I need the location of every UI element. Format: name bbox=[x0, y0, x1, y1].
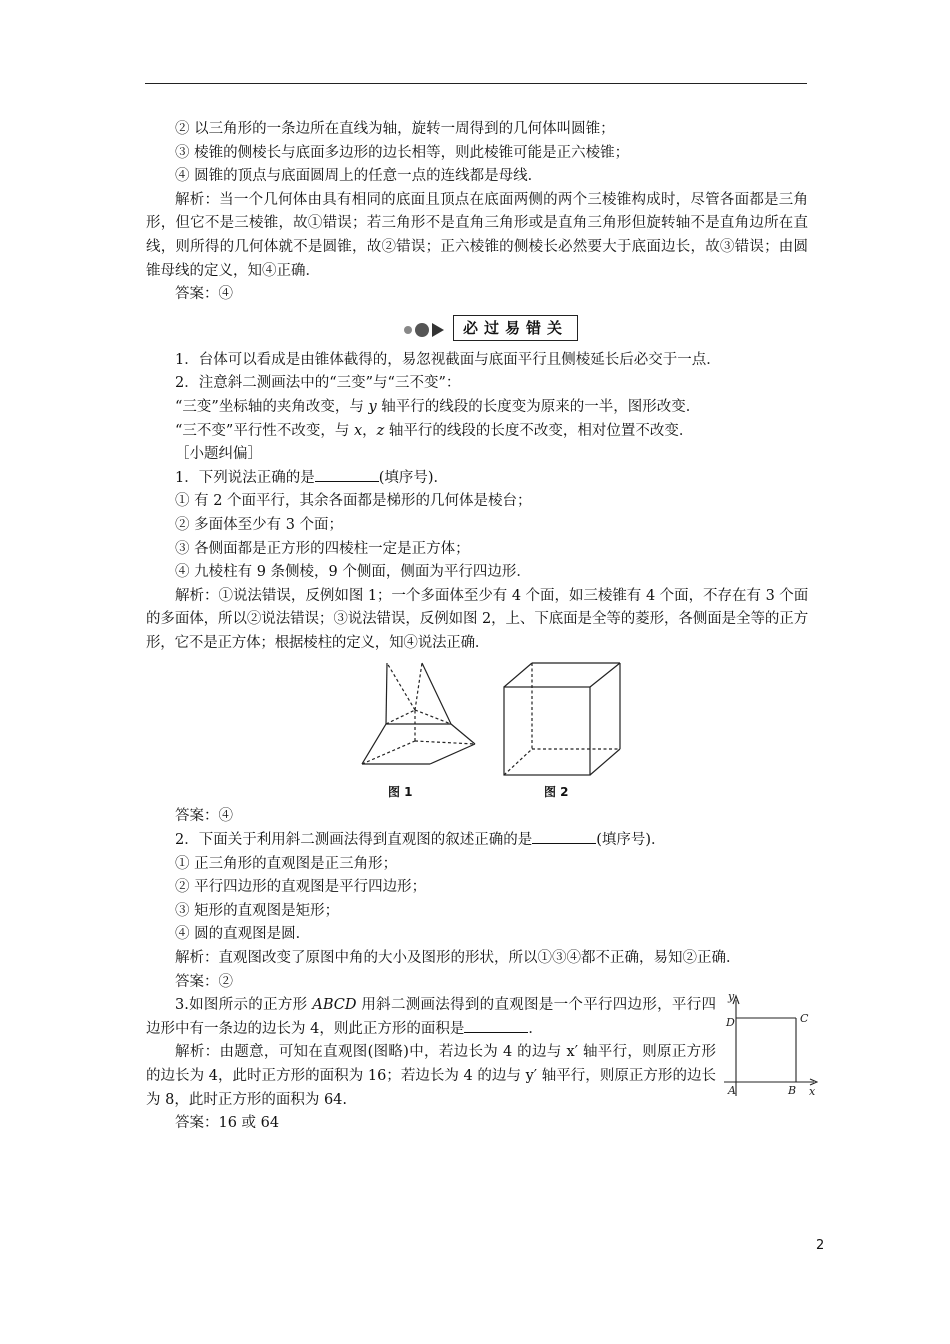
statement-2: ② 以三角形的一条边所在直线为轴，旋转一周得到的几何体叫圆锥； bbox=[175, 121, 615, 137]
page-number: 2 bbox=[816, 1238, 825, 1253]
answer-blank bbox=[464, 1020, 528, 1033]
q2-answer: 答案：② bbox=[175, 973, 233, 990]
figure-1-frustum-diagram bbox=[360, 661, 480, 779]
q2-option-2: ② 平行四边形的直观图是平行四边形； bbox=[175, 879, 427, 896]
figures-row bbox=[146, 661, 808, 801]
label-b: B bbox=[788, 1084, 797, 1098]
q3-analysis: 解析：由题意，可知在直观图(图略)中，若边长为 4 的边与 x′ 轴平行，则原正方形的边长为 4，此时正方形的面积为 16；若边长为 4 的边与 y′ 轴平行，则原正方形的边长为 8，此时正方形的面积为 64. bbox=[146, 1044, 716, 1108]
q2-option-4: ④ 圆的直观图是圆． bbox=[175, 926, 311, 943]
q2-stem: 2．下面关于利用斜二测画法得到直观图的叙述正确的是 (填序号)． bbox=[175, 832, 666, 849]
section-banner bbox=[146, 311, 808, 347]
axis-label-y: y bbox=[728, 990, 735, 1004]
pitfall-2: 2．注意斜二测画法中的“三变”与“三不变”： bbox=[175, 375, 461, 392]
axis-label-x: x bbox=[809, 1085, 816, 1099]
figure-2-prism-diagram bbox=[502, 661, 634, 779]
banner-dots-icon bbox=[402, 320, 450, 340]
q1-option-4: ④ 九棱柱有 9 条侧棱，9 个侧面，侧面为平行四边形． bbox=[175, 564, 531, 581]
answer-1: 答案：④ bbox=[175, 286, 233, 303]
q1-answer: 答案：④ bbox=[175, 808, 233, 825]
q1-option-2: ② 多面体至少有 3 个面； bbox=[175, 516, 344, 533]
figure-2-caption: 图 2 bbox=[544, 785, 569, 800]
page-content bbox=[146, 118, 816, 1136]
analysis-1: 解析：当一个几何体由具有相同的底面且顶点在底面两侧的两个三棱锥构成时，尽管各面都是三角形，但它不是三棱锥，故①错误；若三角形不是直角三角形或是直角三角形但旋转轴不是直角边所在直线，则所得的几何体就不是圆锥，故②错误；正六棱锥的侧棱长必然要大于底面边长，故③错误；由圆锥母线的定义，知④正确． bbox=[146, 191, 808, 279]
section-title: ［小题纠偏］ bbox=[175, 446, 262, 463]
three-change: “三变”坐标轴的夹角改变，与 y 轴平行的线段的长度变为原来的一半，图形改变． bbox=[175, 398, 701, 415]
q2-analysis: 解析：直观图改变了原图中角的大小及图形的形状，所以①③④都不正确，易知②正确． bbox=[175, 950, 741, 967]
label-d: D bbox=[726, 1016, 735, 1030]
statement-4: ④ 圆锥的顶点与底面圆周上的任意一点的连线都是母线． bbox=[175, 168, 543, 185]
q2-option-3: ③ 矩形的直观图是矩形； bbox=[175, 902, 340, 919]
header-rule bbox=[145, 83, 807, 84]
q2-option-1: ① 正三角形的直观图是正三角形； bbox=[175, 855, 398, 872]
statement-3: ③ 棱锥的侧棱长与底面多边形的边长相等，则此棱锥可能是正六棱锥； bbox=[175, 144, 630, 161]
figure-1-caption: 图 1 bbox=[388, 785, 413, 800]
three-no-change: “三不变”平行性不改变，与 x，z 轴平行的线段的长度不改变，相对位置不改变． bbox=[175, 422, 694, 439]
label-c: C bbox=[800, 1012, 809, 1026]
q1-stem: 1．下列说法正确的是 (填序号)． bbox=[175, 469, 449, 486]
banner-title: 必过易错关 bbox=[453, 315, 578, 341]
q1-analysis: 解析：①说法错误，反例如图 1；一个多面体至少有 4 个面，如三棱锥有 4 个面，不存在有 3 个面的多面体，所以②说法错误；③说法错误，反例如图 2，上、下底面是全等的菱形，各侧面是全等的正方形，它不是正方体；根据棱柱的定义，知④说法正确． bbox=[146, 587, 808, 651]
answer-blank bbox=[532, 831, 596, 844]
pitfall-1: 1．台体可以看成是由锥体截得的，易忽视截面与底面平行且侧棱延长后必交于一点． bbox=[175, 351, 721, 368]
question-3 bbox=[146, 990, 816, 1112]
q3-stem: 3.如图所示的正方形 ABCD 用斜二测画法得到的直观图是一个平行四边形，平行四边形中有一条边的边长为 4，则此正方形的面积是 ． bbox=[146, 997, 717, 1037]
q1-option-3: ③ 各侧面都是正方形的四棱柱一定是正方体； bbox=[175, 540, 470, 557]
square-abcd-diagram bbox=[718, 988, 818, 1100]
q3-answer: 答案：16 或 64 bbox=[175, 1115, 280, 1132]
q1-option-1: ① 有 2 个面平行，其余各面都是梯形的几何体是棱台； bbox=[175, 493, 532, 510]
answer-blank bbox=[315, 469, 379, 482]
label-a: A bbox=[728, 1084, 736, 1098]
